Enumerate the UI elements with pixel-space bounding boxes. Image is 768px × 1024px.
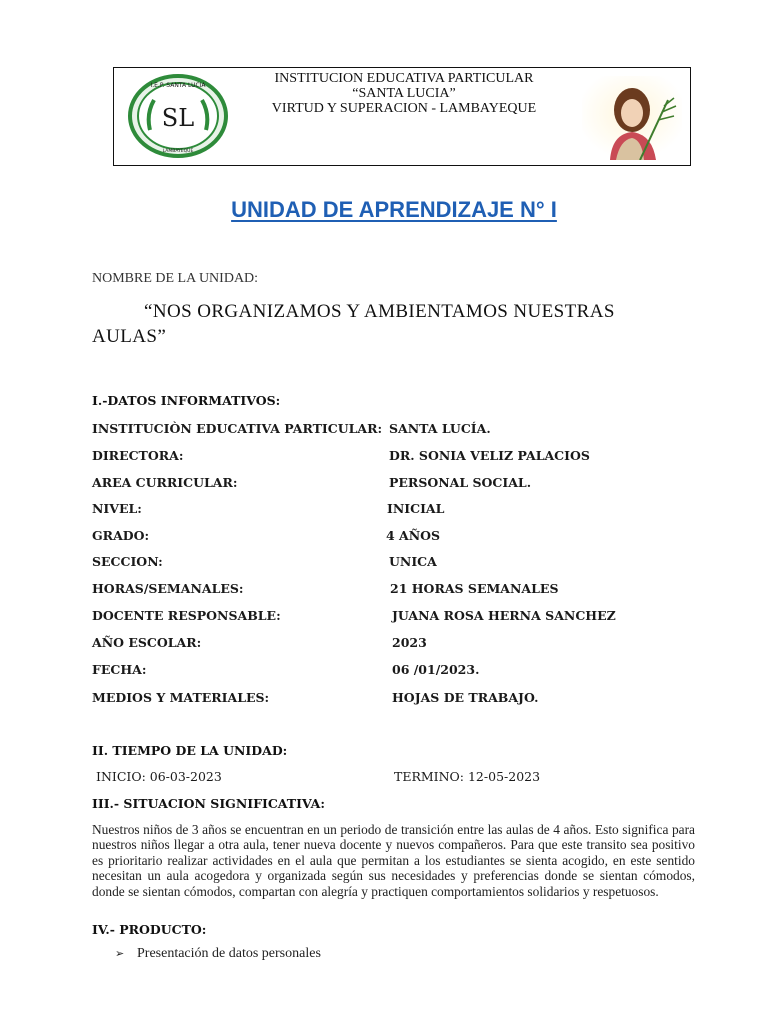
datos-value: PERSONAL SOCIAL. <box>389 475 532 490</box>
termino-date: TERMINO: 12-05-2023 <box>394 769 541 784</box>
unit-name-label: NOMBRE DE LA UNIDAD: <box>92 271 259 286</box>
datos-value: 2023 <box>392 635 427 650</box>
tiempo-heading: II. TIEMPO DE LA UNIDAD: <box>92 743 288 758</box>
school-logo-icon <box>128 74 228 158</box>
datos-value: 4 AÑOS <box>386 528 441 543</box>
datos-value: 21 HORAS SEMANALES <box>390 581 559 596</box>
datos-label: INSTITUCIÒN EDUCATIVA PARTICULAR: <box>92 421 383 436</box>
producto-item: Presentación de datos personales <box>137 946 321 961</box>
datos-label: NIVEL: <box>92 501 142 516</box>
datos-value: HOJAS DE TRABAJO. <box>392 690 539 705</box>
situacion-text: Nuestros niños de 3 años se encuentran en un periodo de transición entre las aulas de 4 años. Esto significa para nuestros niños llegar a otra aula, tener nueva docente y nuevos compañeros. Para que este transito sea positivo es prioritario realizar actividades en el aula que permitan a los estudiantes se sienta acogido, en este sentido necesitan un aula acogedora y organizada según sus necesidades y preferencias donde se sientan cómodos, donde se sientan cómodos, compartan con alegría y practiquen comportamientos solidarios y respetuosos. <box>92 822 695 899</box>
datos-label: MEDIOS Y MATERIALES: <box>92 690 270 705</box>
datos-label: SECCION: <box>92 554 163 569</box>
datos-label: DOCENTE RESPONSABLE: <box>92 608 281 623</box>
svg-text:I.E.P. SANTA LUCIA: I.E.P. SANTA LUCIA <box>150 82 206 89</box>
arrow-bullet-icon: ➢ <box>115 948 125 960</box>
institution-line-1: INSTITUCION EDUCATIVA PARTICULAR <box>274 71 534 86</box>
inicio-date: INICIO: 06-03-2023 <box>96 769 222 784</box>
unit-name: “NOS ORGANIZAMOS Y AMBIENTAMOS NUESTRAS AULAS” <box>92 301 615 347</box>
datos-value: JUANA ROSA HERNA SANCHEZ <box>392 608 616 623</box>
datos-label: HORAS/SEMANALES: <box>92 581 244 596</box>
svg-text:SL: SL <box>161 104 195 132</box>
producto-heading: IV.- PRODUCTO: <box>92 922 207 937</box>
datos-label: GRADO: <box>92 528 150 543</box>
datos-label: DIRECTORA: <box>92 448 184 463</box>
datos-value: SANTA LUCÍA. <box>389 421 491 436</box>
datos-value: 06 /01/2023. <box>392 662 480 677</box>
datos-value: INICIAL <box>387 501 445 516</box>
saint-image <box>582 76 682 160</box>
list-item <box>115 946 321 962</box>
page-title: UNIDAD DE APRENDIZAJE N° I <box>231 197 557 222</box>
svg-text:LAMBAYEQUE: LAMBAYEQUE <box>162 149 194 154</box>
datos-label: AÑO ESCOLAR: <box>92 635 202 650</box>
institution-header <box>234 71 574 116</box>
datos-value: UNICA <box>389 554 437 569</box>
institution-line-2: “SANTA LUCIA” <box>352 86 456 101</box>
datos-label: AREA CURRICULAR: <box>92 475 238 490</box>
institution-line-3: VIRTUD Y SUPERACION - LAMBAYEQUE <box>271 101 537 116</box>
situacion-heading: III.- SITUACION SIGNIFICATIVA: <box>92 796 325 811</box>
datos-value: DR. SONIA VELIZ PALACIOS <box>389 448 590 463</box>
header-box <box>113 67 691 166</box>
datos-label: FECHA: <box>92 662 147 677</box>
datos-heading: I.-DATOS INFORMATIVOS: <box>92 393 281 408</box>
